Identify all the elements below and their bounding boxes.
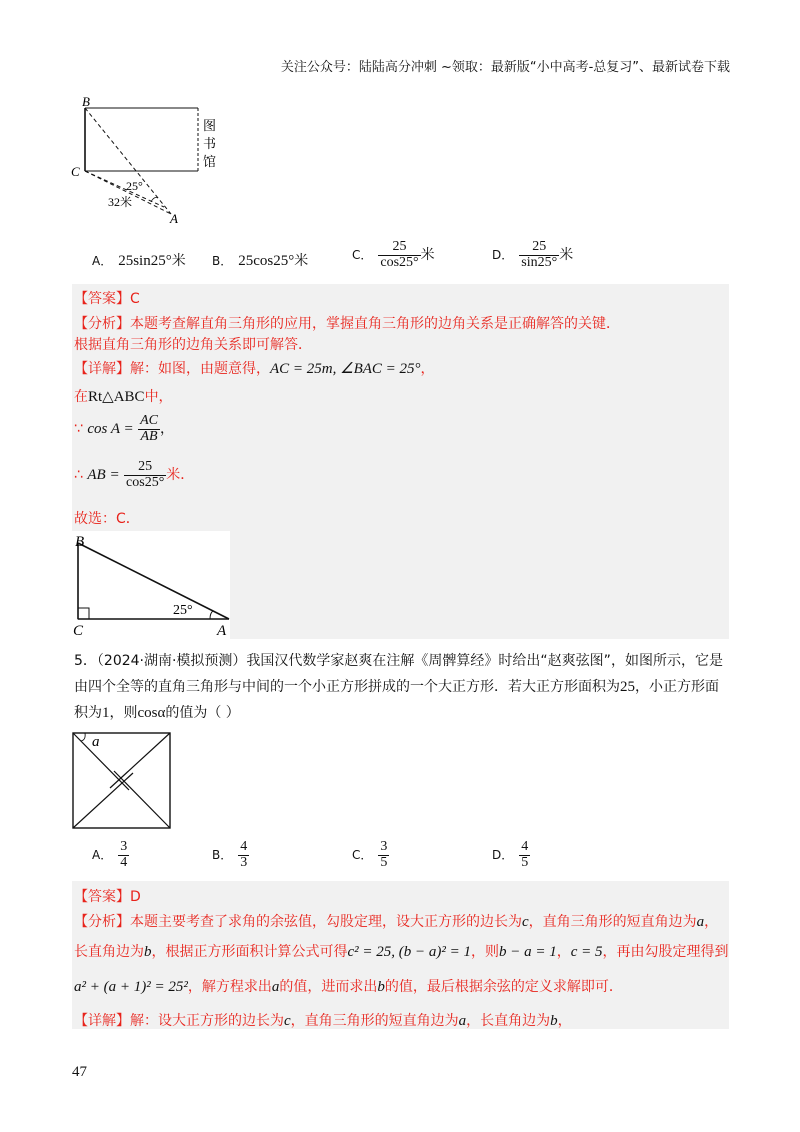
library-char-3: 馆 <box>203 155 217 170</box>
q4-analysis-2: 根据直角三角形的边角关系即可解答． <box>74 337 312 353</box>
page-number: 47 <box>72 1064 87 1080</box>
q5-figure-zhao-diagram <box>72 732 172 830</box>
triangle-edge-4 <box>73 773 133 828</box>
q4-choose: 故选：C． <box>74 511 140 527</box>
q5-stem-line-2: 由四个全等的直角三角形与中间的一个小正方形拼成的一个大正方形．若大正方形面积为25，小正方形面 <box>74 679 719 695</box>
angle-label: 25° <box>126 179 143 193</box>
q4-analysis-1: 【分析】本题考查解直角三角形的应用，掌握直角三角形的边角关系是正确解答的关键． <box>74 316 620 332</box>
label-b: B <box>75 534 85 550</box>
q5-stem-line-1: 5．（2024·湖南·模拟预测）我国汉代数学家赵爽在注解《周髀算经》时给出“赵爽弦图”，如图所示，它是 <box>74 653 723 669</box>
q4-option-a[interactable]: A． 25sin25°米 <box>92 253 186 269</box>
q5-detail: 【详解】解：设大正方形的边长为c，直角三角形的短直角边为a，长直角边为b， <box>74 1013 572 1029</box>
q4-option-b[interactable]: B． 25cos25°米 <box>212 253 309 269</box>
right-angle-mark <box>78 608 89 619</box>
triangle-edge-1 <box>73 733 129 790</box>
q4-figure-triangle <box>72 531 232 639</box>
q4-figure-library <box>68 92 228 227</box>
alpha-label: a <box>92 734 100 750</box>
q5-analysis-3: a² + (a + 1)² = 25²，解方程求出a的值，进而求出b的值，最后根据余弦的定义求解即可． <box>74 979 623 995</box>
q5-analysis-2: 长直角边为b，根据正方形面积计算公式可得c² = 25, (b − a)² = 1，则b − a = 1，c = 5，再由勾股定理得到 <box>74 944 729 960</box>
label-a: A <box>217 623 227 639</box>
triangle-edge-3 <box>114 771 170 828</box>
q5-option-a[interactable]: A． $\frac{3}{4}$ <box>92 839 128 870</box>
q4-detail-line: 【详解】解：如图，由题意得，AC = 25m, ∠BAC = 25°， <box>74 361 435 377</box>
alpha-arc <box>81 733 85 741</box>
side-ba <box>78 543 229 619</box>
q4-option-d[interactable]: D． $\frac{25}{\sin 25^\circ}$ 米 <box>492 239 574 270</box>
label-c: C <box>71 164 80 179</box>
q5-answer: 【答案】D <box>74 889 141 905</box>
label-a: A <box>170 211 178 226</box>
q4-because-line: ∵ cos A = $\frac{AC}{AB}$ ， <box>74 413 174 444</box>
q4-therefore-line: ∴ AB = $\frac{25}{\cos 25^\circ}$ 米． <box>74 459 195 490</box>
triangle-edge-2 <box>110 733 170 788</box>
angle-label: 25° <box>173 603 193 618</box>
q5-option-b[interactable]: B． $\frac{4}{3}$ <box>212 839 248 870</box>
library-char-1: 图 <box>203 119 217 134</box>
page-header: 关注公众号：陆陆高分冲刺 ~领取：最新版“小中高考-总复习”、最新试卷下载 <box>280 60 730 75</box>
q4-answer: 【答案】C <box>74 291 140 307</box>
label-c: C <box>73 623 84 639</box>
angle-arc <box>210 611 213 619</box>
label-b: B <box>82 94 90 109</box>
q4-in-triangle: 在Rt△ABC中， <box>74 389 173 405</box>
q4-option-c[interactable]: C． $\frac{25}{\cos 25^\circ}$ 米 <box>352 239 435 270</box>
q5-option-d[interactable]: D． $\frac{4}{5}$ <box>492 839 529 870</box>
q5-stem-line-3: 积为1，则cosα的值为（ ） <box>74 705 240 721</box>
length-label: 32米 <box>108 195 133 209</box>
q5-option-c[interactable]: C． $\frac{3}{5}$ <box>352 839 388 870</box>
q5-analysis-1: 【分析】本题主要考查了求角的余弦值，勾股定理，设大正方形的边长为c，直角三角形的短直角边为a， <box>74 914 719 930</box>
library-char-2: 书 <box>203 137 217 152</box>
